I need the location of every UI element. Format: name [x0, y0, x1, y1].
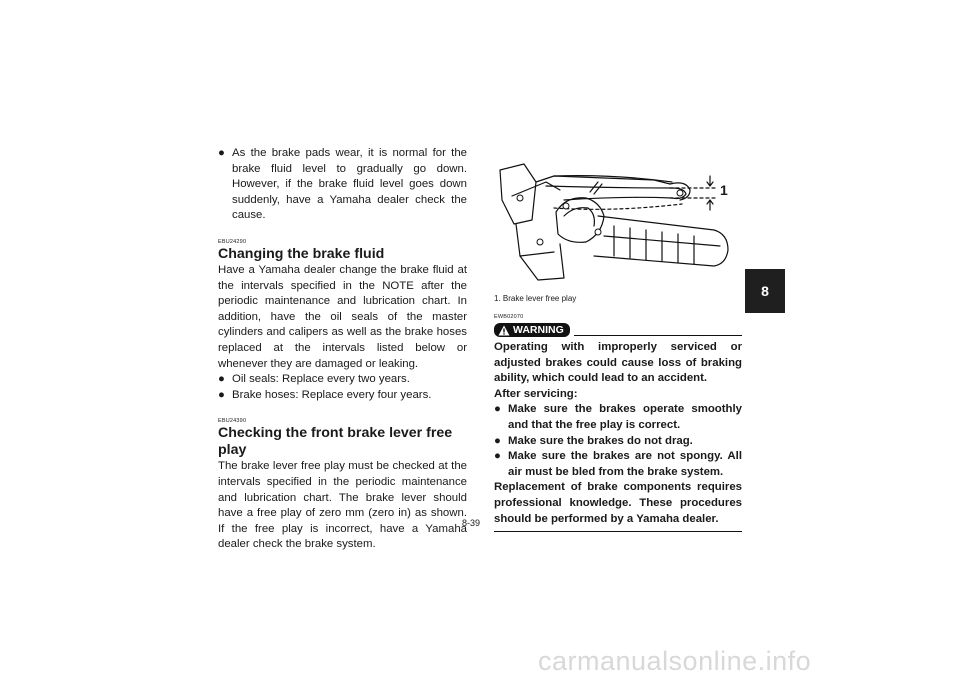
brake-fluid-wear-bullet [218, 146, 467, 224]
warning-triangle-icon [498, 325, 510, 336]
warning-code: EWB02070 [494, 314, 524, 320]
bullet-dot: ● [218, 388, 225, 401]
bullet-dot: ● [218, 373, 225, 386]
section-paragraph: Have a Yamaha dealer change the brake fluid at the intervals specified in the NOTE after the periodic maintenance and lubrication chart. In addition, have the oil seals of the master cylinders and calipers as well as the brake hoses replaced at the intervals listed below or whenever they are damaged or leaking. [218, 263, 467, 370]
section-code: EBU24290 [218, 238, 247, 245]
chapter-tab-label: 8 [761, 283, 769, 299]
watermark: carmanualsonline.info [538, 646, 812, 676]
warning-badge [494, 323, 570, 337]
list-item [218, 372, 467, 388]
warning-rule [574, 335, 742, 336]
brake-lever-illustration [494, 160, 742, 290]
list-item [494, 449, 742, 480]
bullet-text: Make sure the brakes do not drag. [508, 434, 693, 447]
bullet-text: As the brake pads wear, it is normal for the brake fluid level to gradually go down. However, if the brake fluid level goes down suddenly, have a Yamaha dealer check the cause. [232, 147, 467, 222]
section-heading-front-brake-lever: Checking the front brake lever free play [218, 425, 453, 459]
list-item [218, 388, 467, 404]
warning-intro: Operating with improperly serviced or adjusted brakes could cause loss of braking ability, which could lead to an accident. [494, 341, 742, 385]
warning-closing: Replacement of brake components requires professional knowledge. These procedures should be performed by a Yamaha dealer. [494, 481, 742, 525]
page-number: 8-39 [462, 518, 481, 528]
bullet-text: Brake hoses: Replace every four years. [232, 388, 432, 401]
warning-header [494, 323, 742, 337]
warning-end-rule [494, 531, 742, 532]
list-item [494, 402, 742, 433]
bullet-dot: ● [218, 147, 225, 159]
bullet-text: Make sure the brakes operate smoothly and that the free play is correct. [508, 403, 742, 431]
bullet-dot: ● [494, 403, 501, 416]
left-column [218, 146, 467, 553]
brake-lever-figure [494, 160, 742, 290]
figure-callout-number: 1 [720, 182, 728, 198]
bullet-dot: ● [494, 434, 501, 447]
warning-subheading: After servicing: [494, 387, 578, 400]
bullet-text: Oil seals: Replace every two years. [232, 373, 410, 386]
section-code: EBU24390 [218, 418, 247, 425]
section-paragraph: The brake lever free play must be checked at the intervals specified in the periodic maintenance and lubrication chart. The brake lever should have a free play of zero mm (zero in) as shown. If the free play is incorrect, have a Yamaha dealer check the brake system. [218, 460, 467, 551]
bullet-dot: ● [494, 450, 501, 463]
bullet-text: Make sure the brakes are not spongy. All air must be bled from the brake system. [508, 450, 742, 478]
figure-caption: 1. Brake lever free play [494, 294, 577, 303]
right-column [494, 160, 742, 532]
chapter-tab [745, 269, 785, 313]
warning-label: WARNING [513, 324, 564, 336]
list-item [494, 434, 742, 450]
section-heading-changing-brake-fluid: Changing the brake fluid [218, 245, 385, 262]
